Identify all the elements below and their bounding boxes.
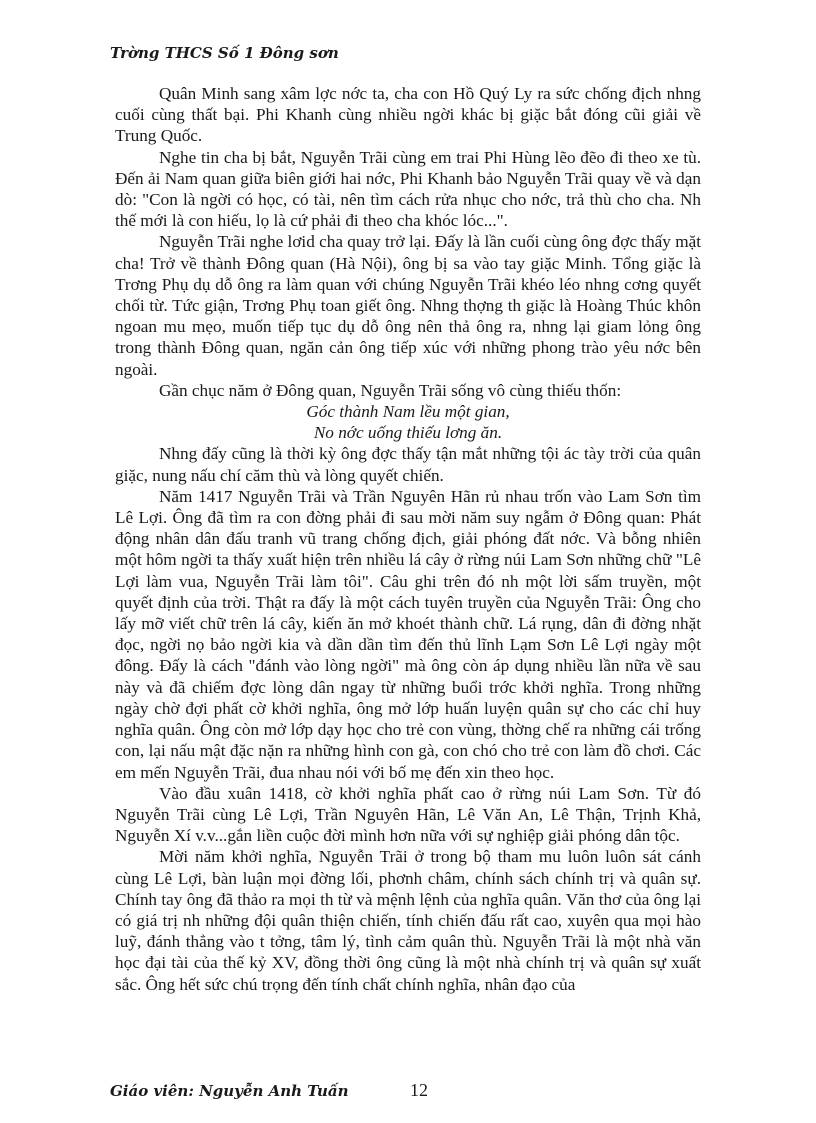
page-header: Trờng THCS Số 1 Đông sơn [110, 44, 339, 62]
paragraph: Nghe tin cha bị bắt, Nguyễn Trãi cùng em trai Phi Hùng lẽo đẽo đi theo xe tù. Đến ải Nam quan giữa biên giới hai nớc, Phi Khanh bảo Nguyễn Trãi quay về và dạn dò: "Con là ngời có học, có tài, nên tìm cách rửa nhục cho nớc, trả thù cho cha. Nh thế mới là con hiếu, lọ là cứ phải đi theo cha khóc lóc...". [115, 147, 701, 231]
teacher-name: Giáo viên: Nguyễn Anh Tuấn [110, 1082, 349, 1100]
poem-line: Góc thành Nam lều một gian, [306, 402, 510, 422]
paragraph: Nguyễn Trãi nghe lơid cha quay trở lại. Đấy là lần cuối cùng ông đợc thấy mặt cha! Trở về thành Đông quan (Hà Nội), ông bị sa vào tay giặc Minh. Tổng giặc là Trơng Phụ dụ dỗ ông ra làm quan với chúng Nguyễn Trãi khéo léo nhng cơng quyết chối từ. Tức giận, Trơng Phụ toan giết ông. Nhng thợng th giặc là Hoàng Thúc khôn ngoan mu mẹo, muốn tiếp tục dụ dỗ ông nên thả ông ra, nhng lại giam lỏng ông trong thành Đông quan, ngăn cản ông tiếp xúc với những phong trào yêu nớc bên ngoài. [115, 232, 701, 379]
paragraph: Nhng đấy cũng là thời kỳ ông đợc thấy tận mắt những tội ác tày trời của quân giặc, nung nấu chí căm thù và lòng quyết chiến. [115, 444, 701, 485]
document-body [115, 83, 701, 995]
poem [115, 401, 701, 443]
poem-line: No nớc uống thiếu lơng ăn. [313, 423, 503, 443]
page-number: 12 [410, 1080, 428, 1100]
paragraph: Năm 1417 Nguyễn Trãi và Trần Nguyên Hãn rủ nhau trốn vào Lam Sơn tìm Lê Lợi. Ông đã tìm ra con đờng phải đi sau mời năm suy ngẫm ở Đông quan: Phát động nhân dân đấu tranh vũ trang chống địch, giải phóng đất nớc. Và bỗng nhiên một hôm ngời ta thấy xuất hiện trên nhiều lá cây ở rừng núi Lam Sơn những chữ "Lê Lợi làm vua, Nguyễn Trãi làm tôi". Câu ghi trên đó nh một lời sấm truyền, một quyết định của trời. Thật ra đấy là một cách tuyên truyền của Nguyễn Trãi: Ông cho lấy mỡ viết chữ trên lá cây, kiến ăn mở khoét thành chữ. Lá rụng, dân đi đờng nhặt đọc, ngời nọ bảo ngời kia và dần dần tìm đến thủ lĩnh Lạm Sơn Lê Lợi ngày một đông. Đấy là cách "đánh vào lòng ngời" mà ông còn áp dụng nhiều lần nữa về sau này và đã chiếm đợc lòng dân ngay từ những buổi trớc khởi nghĩa. Trong những ngày chờ đợi phất cờ khởi nghĩa, ông mở lớp huấn luyện quân sự cho các chỉ huy nghĩa quân. Ông còn mở lớp dạy học cho trẻ con vùng, thờng chế ra những cái trống con, lại nấu mật đặc nặn ra những hình con gà, con chó cho trẻ con làm đồ chơi. Các em mến Nguyễn Trãi, đua nhau nói với bố mẹ đến xin theo học. [115, 486, 701, 782]
page-footer [110, 1080, 710, 1104]
paragraph: Vào đầu xuân 1418, cờ khởi nghĩa phất cao ở rừng núi Lam Sơn. Từ đó Nguyễn Trãi cùng Lê Lợi, Trần Nguyên Hãn, Lê Văn An, Lê Thận, Trịnh Khả, Nguyễn Xí v.v...gắn liền cuộc đời mình hơn nữa với sự nghiệp giải phóng dân tộc. [115, 783, 701, 846]
paragraph: Mời năm khởi nghĩa, Nguyễn Trãi ở trong bộ tham mu luôn luôn sát cánh cùng Lê Lợi, bàn luận mọi đờng lối, phơnh châm, chính sách chính trị và quân sự. Chính tay ông đã thảo ra mọi th từ và mệnh lệnh của nghĩa quân. Văn thơ của ông lại có giá trị nh những đội quân thiện chiến, tính chiến đấu rất cao, xuyên qua mọi hào luỹ, đánh thẳng vào t tởng, tâm lý, tình cảm quân thù. Nguyễn Trãi là một nhà văn học đại tài của thế kỷ XV, đồng thời ông cũng là một nhà chính trị và quân sự xuất sắc. Ông hết sức chú trọng đến tính chất chính nghĩa, nhân đạo của [115, 847, 701, 994]
paragraph: Quân Minh sang xâm lợc nớc ta, cha con Hồ Quý Ly ra sức chống địch nhng cuối cùng thất bại. Phi Khanh cùng nhiều ngời khác bị giặc bắt đóng cũi giải về Trung Quốc. [115, 84, 701, 146]
paragraph: Gần chục năm ở Đông quan, Nguyễn Trãi sống vô cùng thiếu thốn: [159, 380, 622, 400]
